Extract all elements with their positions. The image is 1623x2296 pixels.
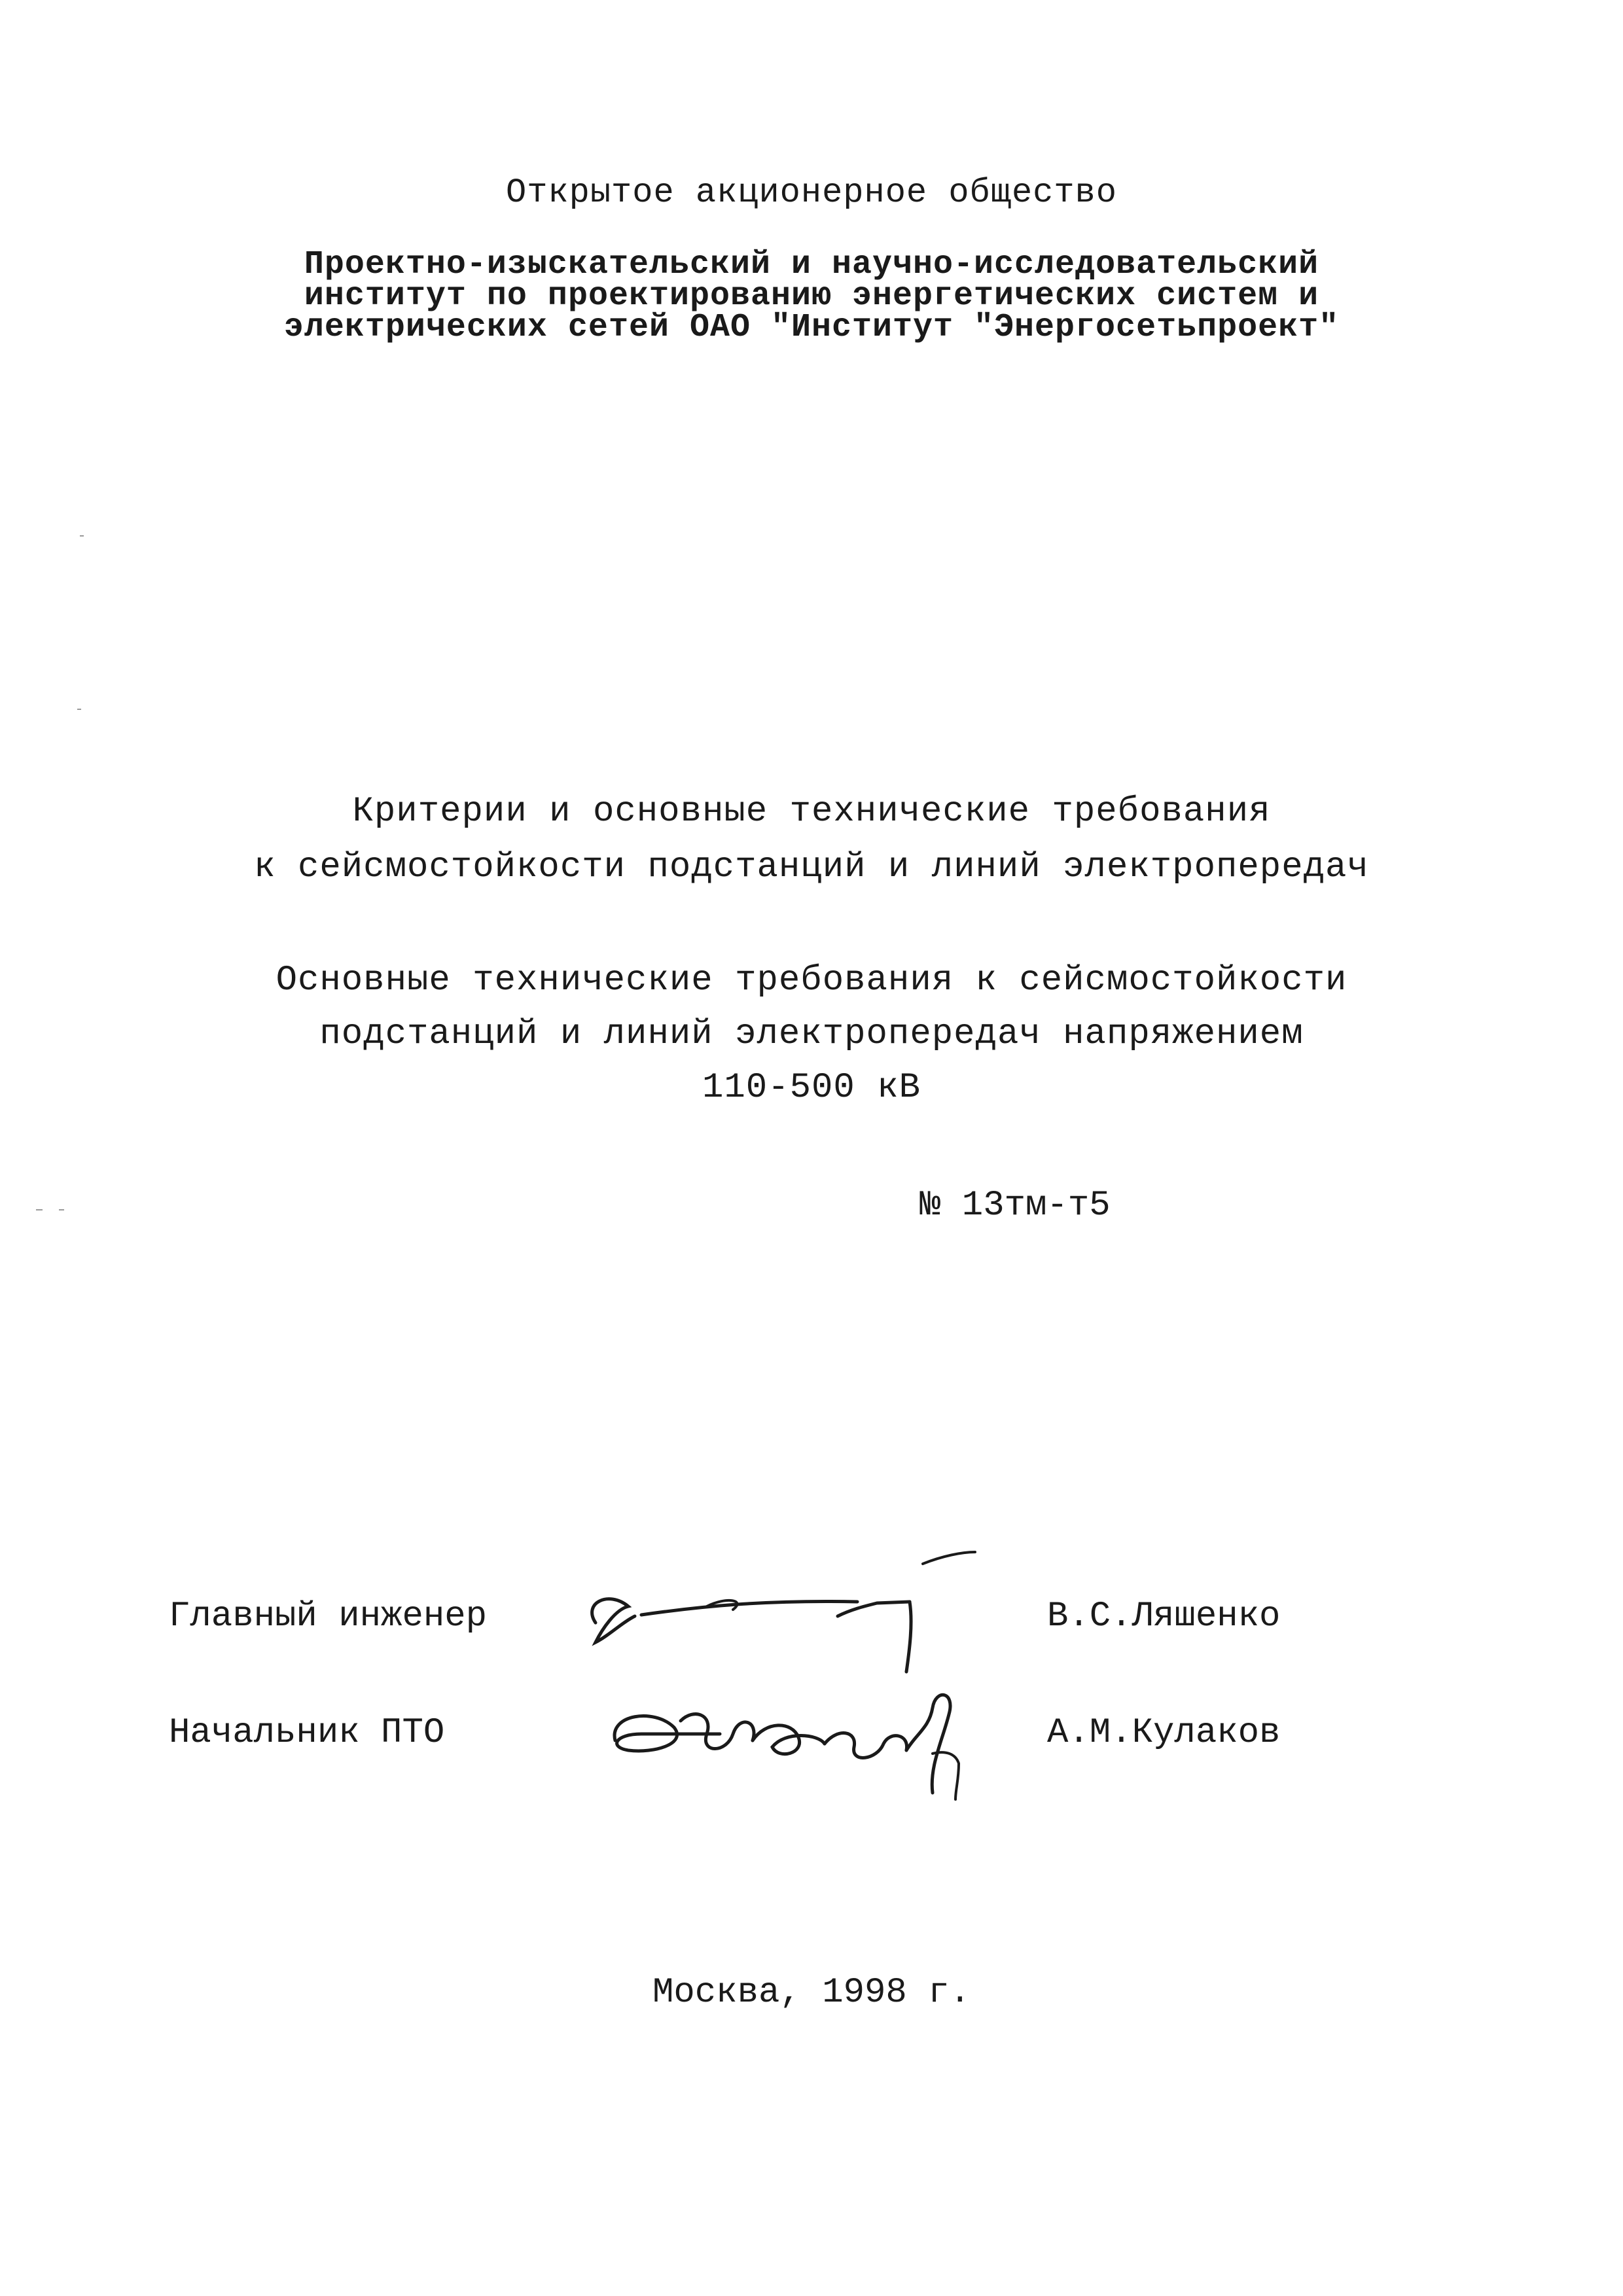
subtitle-line-2: подстанций и линий электропередач напряжением — [319, 1014, 1304, 1054]
document-number: № 13тм-т5 — [919, 1186, 1111, 1226]
pto-head-role: Начальник ПТО — [169, 1713, 445, 1753]
subtitle-line-3: 110-500 кВ — [702, 1068, 921, 1108]
institute-line-1: Проектно-изыскательский и научно-исследовательский — [304, 246, 1319, 283]
organization-type: Открытое акционерное общество — [506, 173, 1117, 212]
pto-head-name: А.М.Кулаков — [1047, 1713, 1281, 1753]
margin-speck — [36, 1209, 43, 1210]
title-line-2: к сейсмостойкости подстанций и линий электропередач — [254, 847, 1369, 887]
title-line-1: Критерии и основные технические требования — [352, 792, 1271, 832]
handwritten-signature-icon — [602, 1682, 1008, 1806]
institute-line-2: институт по проектированию энергетических систем и — [304, 277, 1319, 315]
city-and-year: Москва, 1998 г. — [652, 1973, 971, 2013]
margin-speck — [59, 1209, 64, 1210]
handwritten-signature-icon — [569, 1544, 988, 1675]
margin-speck — [77, 709, 81, 710]
institute-line-3: электрических сетей ОАО "Институт "Энергосетьпроект" — [283, 309, 1340, 346]
chief-engineer-role: Главный инженер — [169, 1597, 488, 1636]
chief-engineer-name: В.С.Ляшенко — [1047, 1597, 1281, 1636]
margin-speck — [80, 535, 84, 537]
subtitle-line-1: Основные технические требования к сейсмостойкости — [276, 961, 1347, 1000]
